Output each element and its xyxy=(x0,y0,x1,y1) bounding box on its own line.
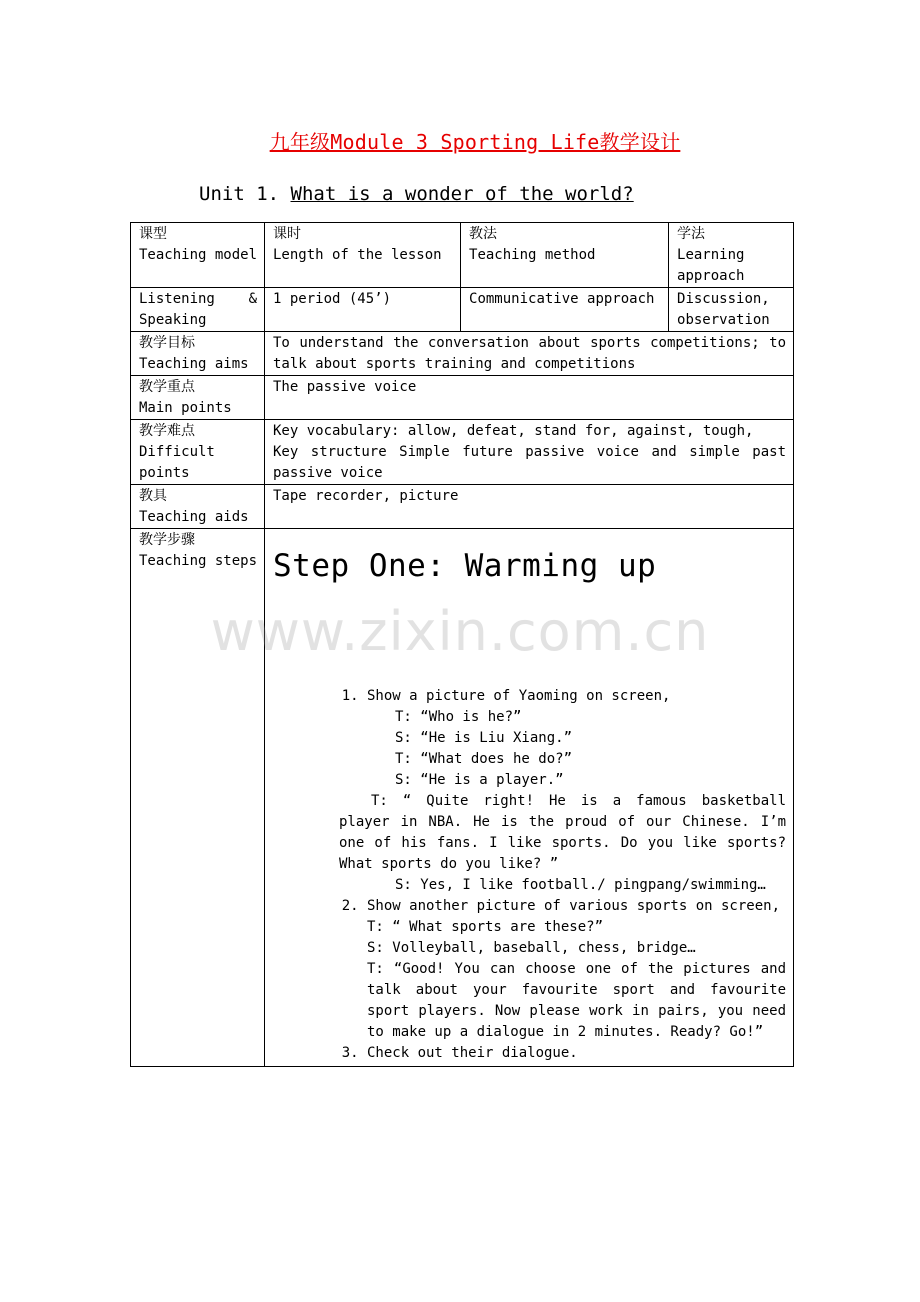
header-cell-length xyxy=(265,223,461,288)
row-label xyxy=(131,485,265,529)
table-header-row xyxy=(131,223,794,288)
row-label-en: Difficult points xyxy=(139,444,215,481)
table-row-teaching-aids xyxy=(131,485,794,529)
row-label-cn: 教学步骤 xyxy=(139,532,195,548)
unit-prefix: Unit 1. xyxy=(199,183,291,205)
header-en: Teaching model xyxy=(139,247,258,263)
list-item xyxy=(339,686,787,896)
dialogue-line: S: Yes, I like football./ pingpang/swimming… xyxy=(395,877,766,893)
table-values-row xyxy=(131,288,794,332)
step-heading: Step One: Warming up xyxy=(273,548,657,584)
list-item xyxy=(367,896,786,1043)
row-value: The passive voice xyxy=(265,376,794,420)
row-label xyxy=(131,332,265,376)
teaching-steps-content xyxy=(265,529,794,1067)
value-cell-length: 1 period (45’) xyxy=(265,288,461,332)
row-label xyxy=(131,529,265,1067)
header-cn: 教法 xyxy=(469,226,498,242)
header-cn: 课时 xyxy=(273,226,301,242)
dialogue-line: S: Volleyball, baseball, chess, bridge… xyxy=(367,940,696,956)
header-en: Learning approach xyxy=(677,247,745,284)
row-label-en: Teaching aims xyxy=(139,356,249,372)
table-row-aims xyxy=(131,332,794,376)
key-structure: Key structure Simple future passive voice and simple past passive voice xyxy=(273,444,787,481)
header-cell-learning-approach xyxy=(669,223,794,288)
row-label-en: Teaching steps xyxy=(139,553,258,569)
document-title: 九年级Module 3 Sporting Life教学设计 xyxy=(269,130,681,154)
dialogue-line: T: “What does he do?” xyxy=(395,751,573,767)
header-cell-teaching-model xyxy=(131,223,265,288)
row-value: To understand the conversation about sports competitions; to talk about sports training and competitions xyxy=(265,332,794,376)
value-cell-approach: Discussion, observation xyxy=(669,288,794,332)
row-label xyxy=(131,376,265,420)
row-label xyxy=(131,420,265,485)
steps-list xyxy=(273,686,786,1064)
unit-question: What is a wonder of the world? xyxy=(290,183,634,205)
header-en: Length of the lesson xyxy=(273,247,442,263)
table-row-teaching-steps xyxy=(131,529,794,1067)
dialogue-line: S: “He is Liu Xiang.” xyxy=(395,730,573,746)
row-label-en: Teaching aids xyxy=(139,509,249,525)
step-text: Check out their dialogue. xyxy=(367,1045,578,1061)
watermark: www.zixin.com.cn xyxy=(210,600,710,663)
row-label-cn: 教学目标 xyxy=(139,335,195,351)
table-row-difficult-points xyxy=(131,420,794,485)
step-text: Show another picture of various sports on screen, xyxy=(367,898,781,914)
header-cn: 学法 xyxy=(677,226,706,242)
header-en: Teaching method xyxy=(469,247,596,263)
value-cell-model: Listening & Speaking xyxy=(131,288,265,332)
dialogue-line: T: “Good! You can choose one of the pictures and talk about your favourite sport and favourite sport players. Now please work in pairs, you need to make up a dialogue in 2 minutes. Ready? Go!” xyxy=(367,961,787,1040)
key-vocabulary: Key vocabulary: allow, defeat, stand for, against, tough, xyxy=(273,423,754,439)
header-cn: 课型 xyxy=(139,226,167,242)
row-value: Tape recorder, picture xyxy=(265,485,794,529)
step-text: Show a picture of Yaoming on screen, xyxy=(367,688,671,704)
dialogue-line: T: “ What sports are these?” xyxy=(367,919,604,935)
row-label-en: Main points xyxy=(139,400,232,416)
row-label-cn: 教学重点 xyxy=(139,379,195,395)
lesson-plan-table xyxy=(130,222,794,1067)
dialogue-line: S: “He is a player.” xyxy=(395,772,564,788)
header-cell-teaching-method xyxy=(461,223,669,288)
table-row-main-points xyxy=(131,376,794,420)
list-item xyxy=(367,1043,786,1064)
row-value xyxy=(265,420,794,485)
row-label-cn: 教具 xyxy=(139,488,167,504)
row-label-cn: 教学难点 xyxy=(139,423,195,439)
dialogue-line: T: “Who is he?” xyxy=(395,709,522,725)
value-cell-method: Communicative approach xyxy=(461,288,669,332)
unit-title xyxy=(199,183,634,205)
dialogue-line: T: “ Quite right! He is a famous basketball player in NBA. He is the proud of our Chinese. I’m one of his fans. I like sports. Do you like sports? What sports do you like? ” xyxy=(339,793,787,872)
